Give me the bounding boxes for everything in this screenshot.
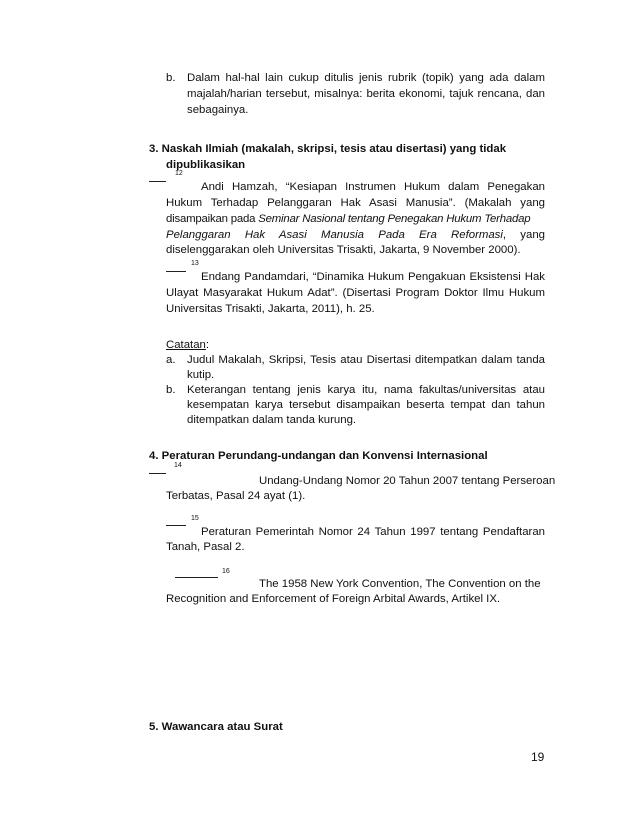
footnote-12-line-5: diselenggarakan oleh Universitas Trisakti, Jakarta, 9 November 2000).: [166, 244, 521, 256]
catatan-b-line-1: Keterangan tentang jenis karya itu, nama fakultas/universitas atau: [187, 384, 545, 396]
footnote-13-line-2: Ulayat Masyarakat Hukum Adat”. (Disertasi Program Doktor Ilmu Hukum: [166, 287, 545, 299]
footnote-15-line-2: Tanah, Pasal 2.: [166, 541, 245, 553]
catatan-b-line-3: ditempatkan dalam tanda kurung.: [187, 414, 357, 426]
footnote-15-rule: [166, 525, 186, 526]
footnote-13-line-3: Universitas Trisakti, Jakarta, 2011), h. 25.: [166, 303, 375, 315]
footnote-12-line-3: [166, 212, 530, 227]
footnote-14-line-2: Terbatas, Pasal 24 ayat (1).: [166, 490, 306, 502]
item-b-line-1: Dalam hal-hal lain cukup ditulis jenis rubrik (topik) yang ada dalam: [187, 72, 545, 84]
page-number: 19: [531, 750, 545, 764]
footnote-12-line-1: Andi Hamzah, “Kesiapan Instrumen Hukum dalam Penegakan: [201, 181, 545, 193]
footnote-14-number: 14: [174, 462, 182, 469]
section-3-heading: 3. Naskah Ilmiah (makalah, skripsi, tesis atau disertasi) yang tidak: [149, 143, 507, 155]
footnote-15-number: 15: [191, 515, 199, 522]
catatan-b-marker: b.: [166, 384, 176, 396]
section-4-heading: 4. Peraturan Perundang-undangan dan Konvensi Internasional: [149, 450, 488, 462]
footnote-16-line-2: Recognition and Enforcement of Foreign Arbital Awards, Artikel IX.: [166, 593, 501, 605]
catatan-a-marker: a.: [166, 354, 176, 366]
footnote-12-number: 12: [175, 170, 183, 177]
item-b-marker: b.: [166, 72, 176, 84]
footnote-14-line-1: Undang-Undang Nomor 20 Tahun 2007 tentang Perseroan: [259, 475, 556, 487]
catatan-title: [166, 338, 209, 353]
item-b-line-2: majalah/harian tersebut, misalnya: berita ekonomi, tajuk rencana, dan: [187, 88, 545, 100]
footnote-16-number: 16: [222, 568, 230, 575]
footnote-14-rule: [149, 473, 166, 474]
catatan-colon: :: [205, 339, 210, 351]
footnote-12-line-2: Hukum Terhadap Pelanggaran Hak Asasi Manusia”. (Makalah yang: [166, 197, 545, 209]
footnote-12-rule: [149, 181, 166, 182]
catatan-a-line-2: kutip.: [187, 369, 215, 381]
footnote-12-line-3-text: disampaikan pada: [166, 213, 259, 225]
seminar-title-cont: Pelanggaran Hak Asasi Manusia Pada Era Reformasi: [166, 229, 503, 241]
item-b-line-3: sebagainya.: [187, 104, 249, 116]
footnote-16-rule: [175, 577, 218, 578]
seminar-title: Seminar Nasional tentang Penegakan Hukum Terhadap: [258, 213, 531, 225]
footnote-12-line-4-text: , yang: [502, 229, 546, 241]
footnote-16-line-1: The 1958 New York Convention, The Convention on the: [259, 578, 541, 590]
catatan-b-line-2: kesempatan karya tersebut disampaikan beserta tempat dan tahun: [187, 399, 545, 411]
section-3-heading-cont: dipublikasikan: [166, 159, 246, 171]
section-5-heading: 5. Wawancara atau Surat: [149, 721, 283, 733]
catatan-label: Catatan: [166, 339, 206, 351]
catatan-a-line-1: Judul Makalah, Skripsi, Tesis atau Disertasi ditempatkan dalam tanda: [187, 354, 545, 366]
footnote-12-line-4: [166, 228, 545, 243]
footnote-15-line-1: Peraturan Pemerintah Nomor 24 Tahun 1997 tentang Pendaftaran: [201, 526, 545, 538]
footnote-13-number: 13: [191, 260, 199, 267]
footnote-13-line-1: Endang Pandamdari, “Dinamika Hukum Pengakuan Eksistensi Hak: [201, 271, 545, 283]
footnote-13-rule: [166, 271, 186, 272]
